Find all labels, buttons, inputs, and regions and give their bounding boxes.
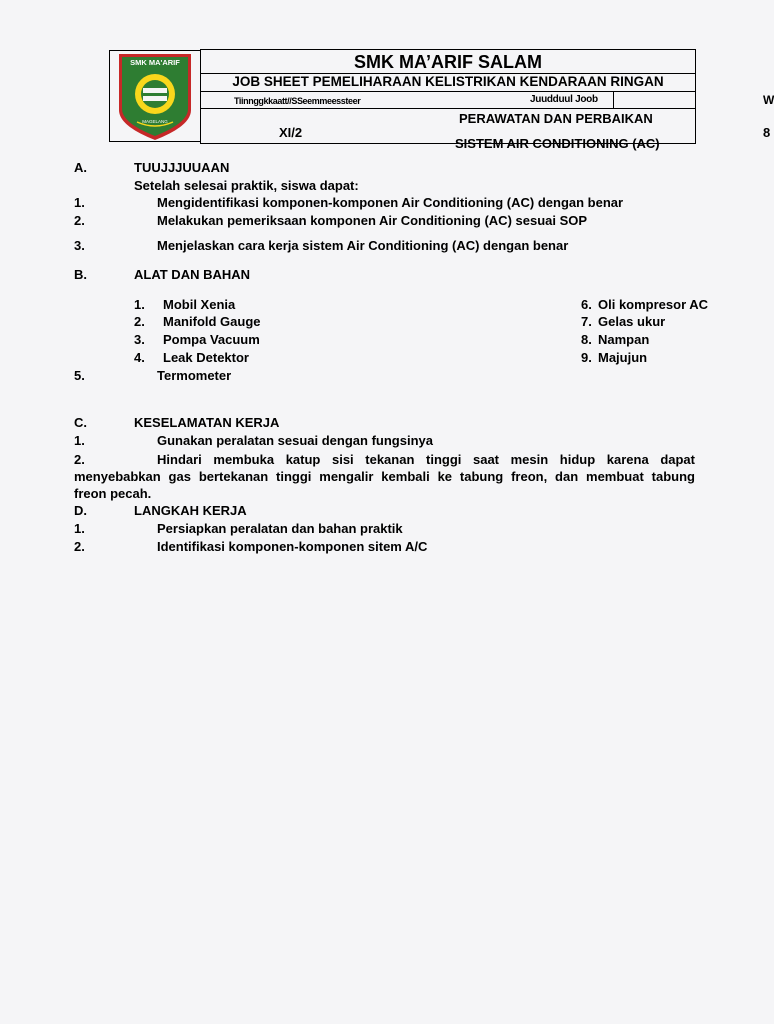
- class-value: XI/2: [279, 125, 303, 140]
- logo-top-text: SMK MA'ARIF: [130, 58, 180, 67]
- tool-item-num: 2.: [134, 314, 145, 329]
- job-sheet-title: JOB SHEET PEMELIHARAAN KELISTRIKAN KENDARAAN RINGAN: [232, 74, 664, 89]
- step-item-text: Identifikasi komponen-komponen sitem A/C: [157, 539, 428, 554]
- section-d-letter: D.: [74, 503, 87, 518]
- tool-item-num: 3.: [134, 332, 145, 347]
- step-item-text: Persiapkan peralatan dan bahan praktik: [157, 521, 403, 536]
- step-item-num: 2.: [74, 539, 85, 554]
- section-a-letter: A.: [74, 160, 87, 175]
- section-a-title: TUUJJJUUAAN: [134, 160, 230, 175]
- section-b-letter: B.: [74, 267, 87, 282]
- section-a-item-text: Menjelaskan cara kerja sistem Air Conditioning (AC) dengan benar: [157, 238, 569, 253]
- edge-number-8: 8: [763, 125, 771, 140]
- section-c-letter: C.: [74, 415, 87, 430]
- section-a-item-text: Mengidentifikasi komponen-komponen Air Conditioning (AC) dengan benar: [157, 195, 624, 210]
- material-item-text: Gelas ukur: [598, 314, 666, 329]
- tool-item-text: Manifold Gauge: [163, 314, 261, 329]
- safety-item-text: Gunakan peralatan sesuai dengan fungsinya: [157, 433, 433, 448]
- edge-letter-w: W: [763, 93, 774, 107]
- tool-item-text: Termometer: [157, 368, 232, 383]
- section-a-item-num: 2.: [74, 213, 85, 228]
- tool-item-num: 1.: [134, 297, 145, 312]
- logo-cell: [109, 50, 200, 142]
- material-item-num: 9.: [581, 350, 592, 365]
- material-item-num: 7.: [581, 314, 592, 329]
- tingkat-semester-label: Tiinnggkkaatt//SSeemmeessteer: [234, 96, 361, 106]
- tool-item-num: 5.: [74, 368, 85, 383]
- topic-line-1: PERAWATAN DAN PERBAIKAN: [459, 111, 653, 126]
- material-item-num: 8.: [581, 332, 592, 347]
- material-item-text: Majujun: [598, 350, 648, 365]
- school-name: SMK MA’ARIF SALAM: [354, 52, 542, 72]
- safety-item-text-line1: Hindari membuka katup sisi tekanan tinggi saat mesin hidup karena dapat: [157, 452, 695, 467]
- tool-item-text: Pompa Vacuum: [163, 332, 260, 347]
- topic-line-2: SISTEM AIR CONDITIONING (AC): [455, 136, 660, 151]
- material-item-num: 6.: [581, 297, 592, 312]
- section-a-item-num: 3.: [74, 238, 85, 253]
- section-a-item-text: Melakukan pemeriksaan komponen Air Conditioning (AC) sesuai SOP: [157, 213, 588, 228]
- step-item-num: 1.: [74, 521, 85, 536]
- tool-item-text: Leak Detektor: [163, 350, 249, 365]
- material-item-text: Oli kompresor AC: [598, 297, 709, 312]
- tool-item-num: 4.: [134, 350, 145, 365]
- section-c-title: KESELAMATAN KERJA: [134, 415, 280, 430]
- safety-item-num: 1.: [74, 433, 85, 448]
- section-b-title: ALAT DAN BAHAN: [134, 267, 251, 282]
- judul-job-label: Juudduul Joob: [530, 94, 598, 105]
- safety-item-num: 2.: [74, 452, 85, 467]
- safety-item-text-line3: freon pecah.: [74, 486, 152, 501]
- tool-item-text: Mobil Xenia: [163, 297, 236, 312]
- section-a-intro: Setelah selesai praktik, siswa dapat:: [134, 178, 359, 193]
- material-item-text: Nampan: [598, 332, 650, 347]
- logo-bottom-text: MAGELANG: [142, 119, 168, 124]
- section-a-item-num: 1.: [74, 195, 85, 210]
- school-logo: [111, 52, 199, 142]
- safety-item-text-line2: menyebabkan gas bertekanan tinggi mengalir kembali ke tabung freon, dan membuat tabung: [74, 469, 695, 484]
- section-d-title: LANGKAH KERJA: [134, 503, 247, 518]
